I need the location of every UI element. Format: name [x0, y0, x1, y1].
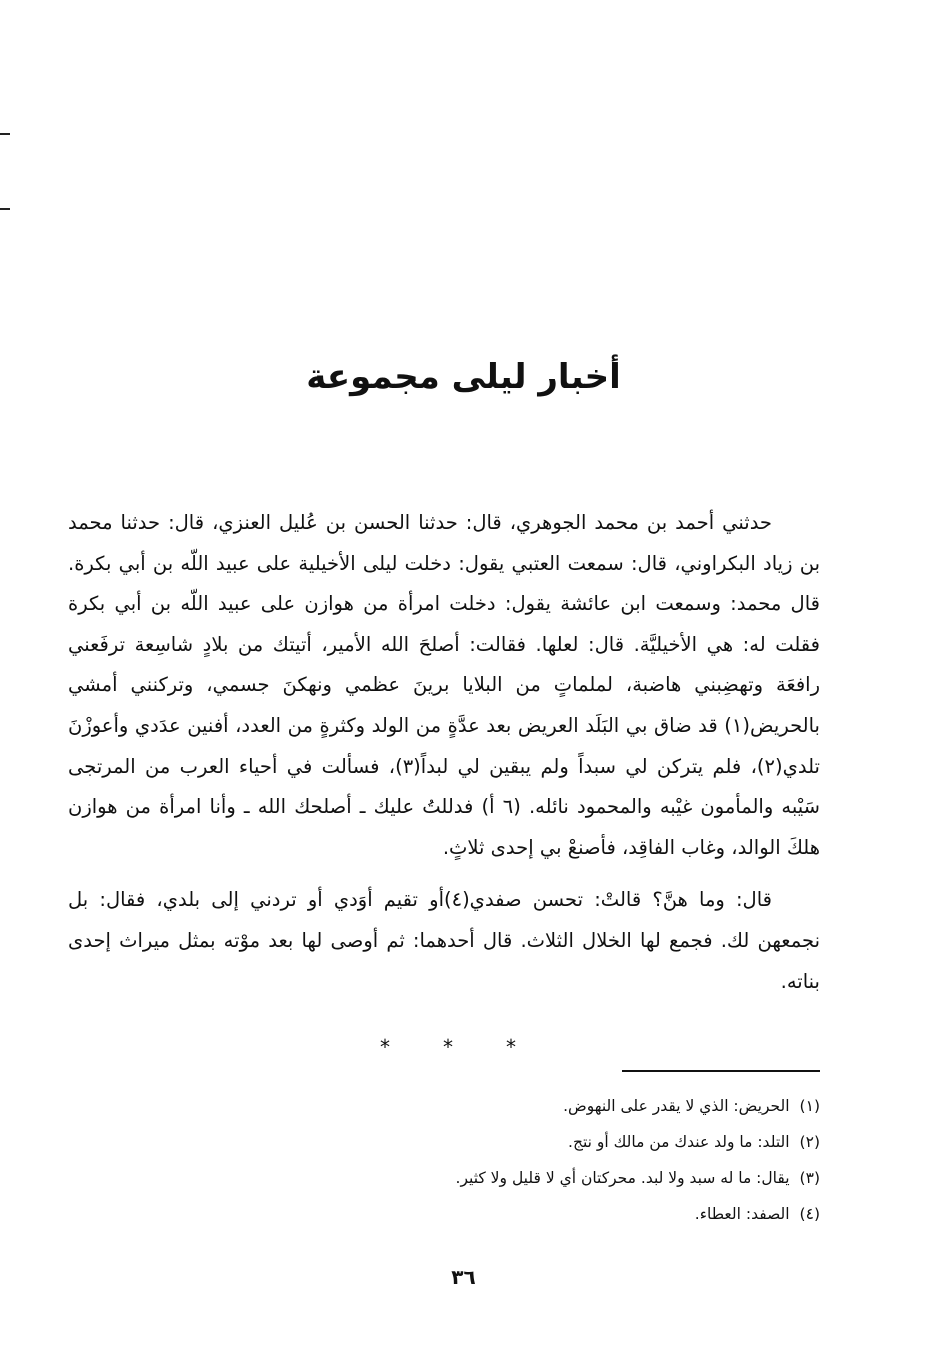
scan-edge-mark: [0, 133, 10, 135]
body-text: [68, 503, 820, 1002]
footnote-number: (٤): [799, 1205, 820, 1223]
asterisk-ornament: *: [443, 1035, 453, 1059]
footnote-text: التلد: ما ولد عندك من مالك أو نتج.: [568, 1133, 790, 1151]
paragraph: قال: وما هنَّ؟ قالتْ: تحسن صفدي(٤)أو تقيم أوَدي أو تردني إلى بلدي، فقال: بل نجمعهن لك. فجمع لها الخلال الثلاث. قال أحدهما: ثم أوصى لها بعد موْته بمثل ميراث إحدى بناته.: [68, 888, 820, 993]
footnote-text: الصفد: العطاء.: [694, 1205, 790, 1223]
footnote-number: (١): [799, 1097, 820, 1115]
footnote: [300, 1088, 820, 1124]
scan-edge-mark: [0, 208, 10, 210]
footnote-number: (٢): [799, 1133, 820, 1151]
paragraph: حدثني أحمد بن محمد الجوهري، قال: حدثنا الحسن بن عُليل العنزي، قال: حدثنا محمد بن زياد البكراوني، قال: سمعت العتبي يقول: دخلت ليلى الأخيلية على عبيد اللّه بن أبي بكرة. قال محمد: وسمعت ابن عائشة يقول: دخلت امرأة من هوازن على عبيد اللّه بن أبي بكرة فقلت له: هي الأخيليَّة. قال: لعلها. فقالت: أصلحَ الله الأمير، أتيتك من بلادٍ شاسِعة ترفَعني رافعَة وتهضِبني هاضبة، لملماتٍ من البلايا برينَ عظمي ونهكنَ جسمي، وتركنني أمشي بالحريض(١) قد ضاق بي البَلَد العريض بعد عدَّةٍ من الولد وكثرةٍ من العدد، أفنين عدَدي وأعوزْنَ تلدي(٢)، فلم يتركن لي سبداً ولم يبقين لي لبداً(٣)، فسألت في أحياء العرب من المرتجى سَيْبه والمأمون غيْبه والمحمود نائله. (٦ أ) فدللتُ عليك ـ أصلحك الله ـ وأنا امرأة من هوازن هلكَ الوالد، وغاب الفاقِد، فأصنعْ بي إحدى ثلاثٍ.: [68, 511, 820, 859]
chapter-title: أخبار ليلى مجموعة: [306, 357, 621, 397]
footnote-text: الحريض: الذي لا يقدر على النهوض.: [563, 1097, 790, 1115]
footnote-number: (٣): [799, 1169, 820, 1187]
footnote: [300, 1124, 820, 1160]
asterisk-ornament: *: [380, 1035, 390, 1059]
footnote-text: يقال: ما له سبد ولا لبد. محركتان أي لا قليل ولا كثير.: [455, 1169, 790, 1187]
footnote-divider: [622, 1070, 820, 1072]
section-separator: [373, 1035, 523, 1059]
footnotes: [300, 1088, 820, 1232]
footnote: [300, 1196, 820, 1232]
asterisk-ornament: *: [506, 1035, 516, 1059]
footnote: [300, 1160, 820, 1196]
page-number: ٣٦: [451, 1265, 476, 1289]
